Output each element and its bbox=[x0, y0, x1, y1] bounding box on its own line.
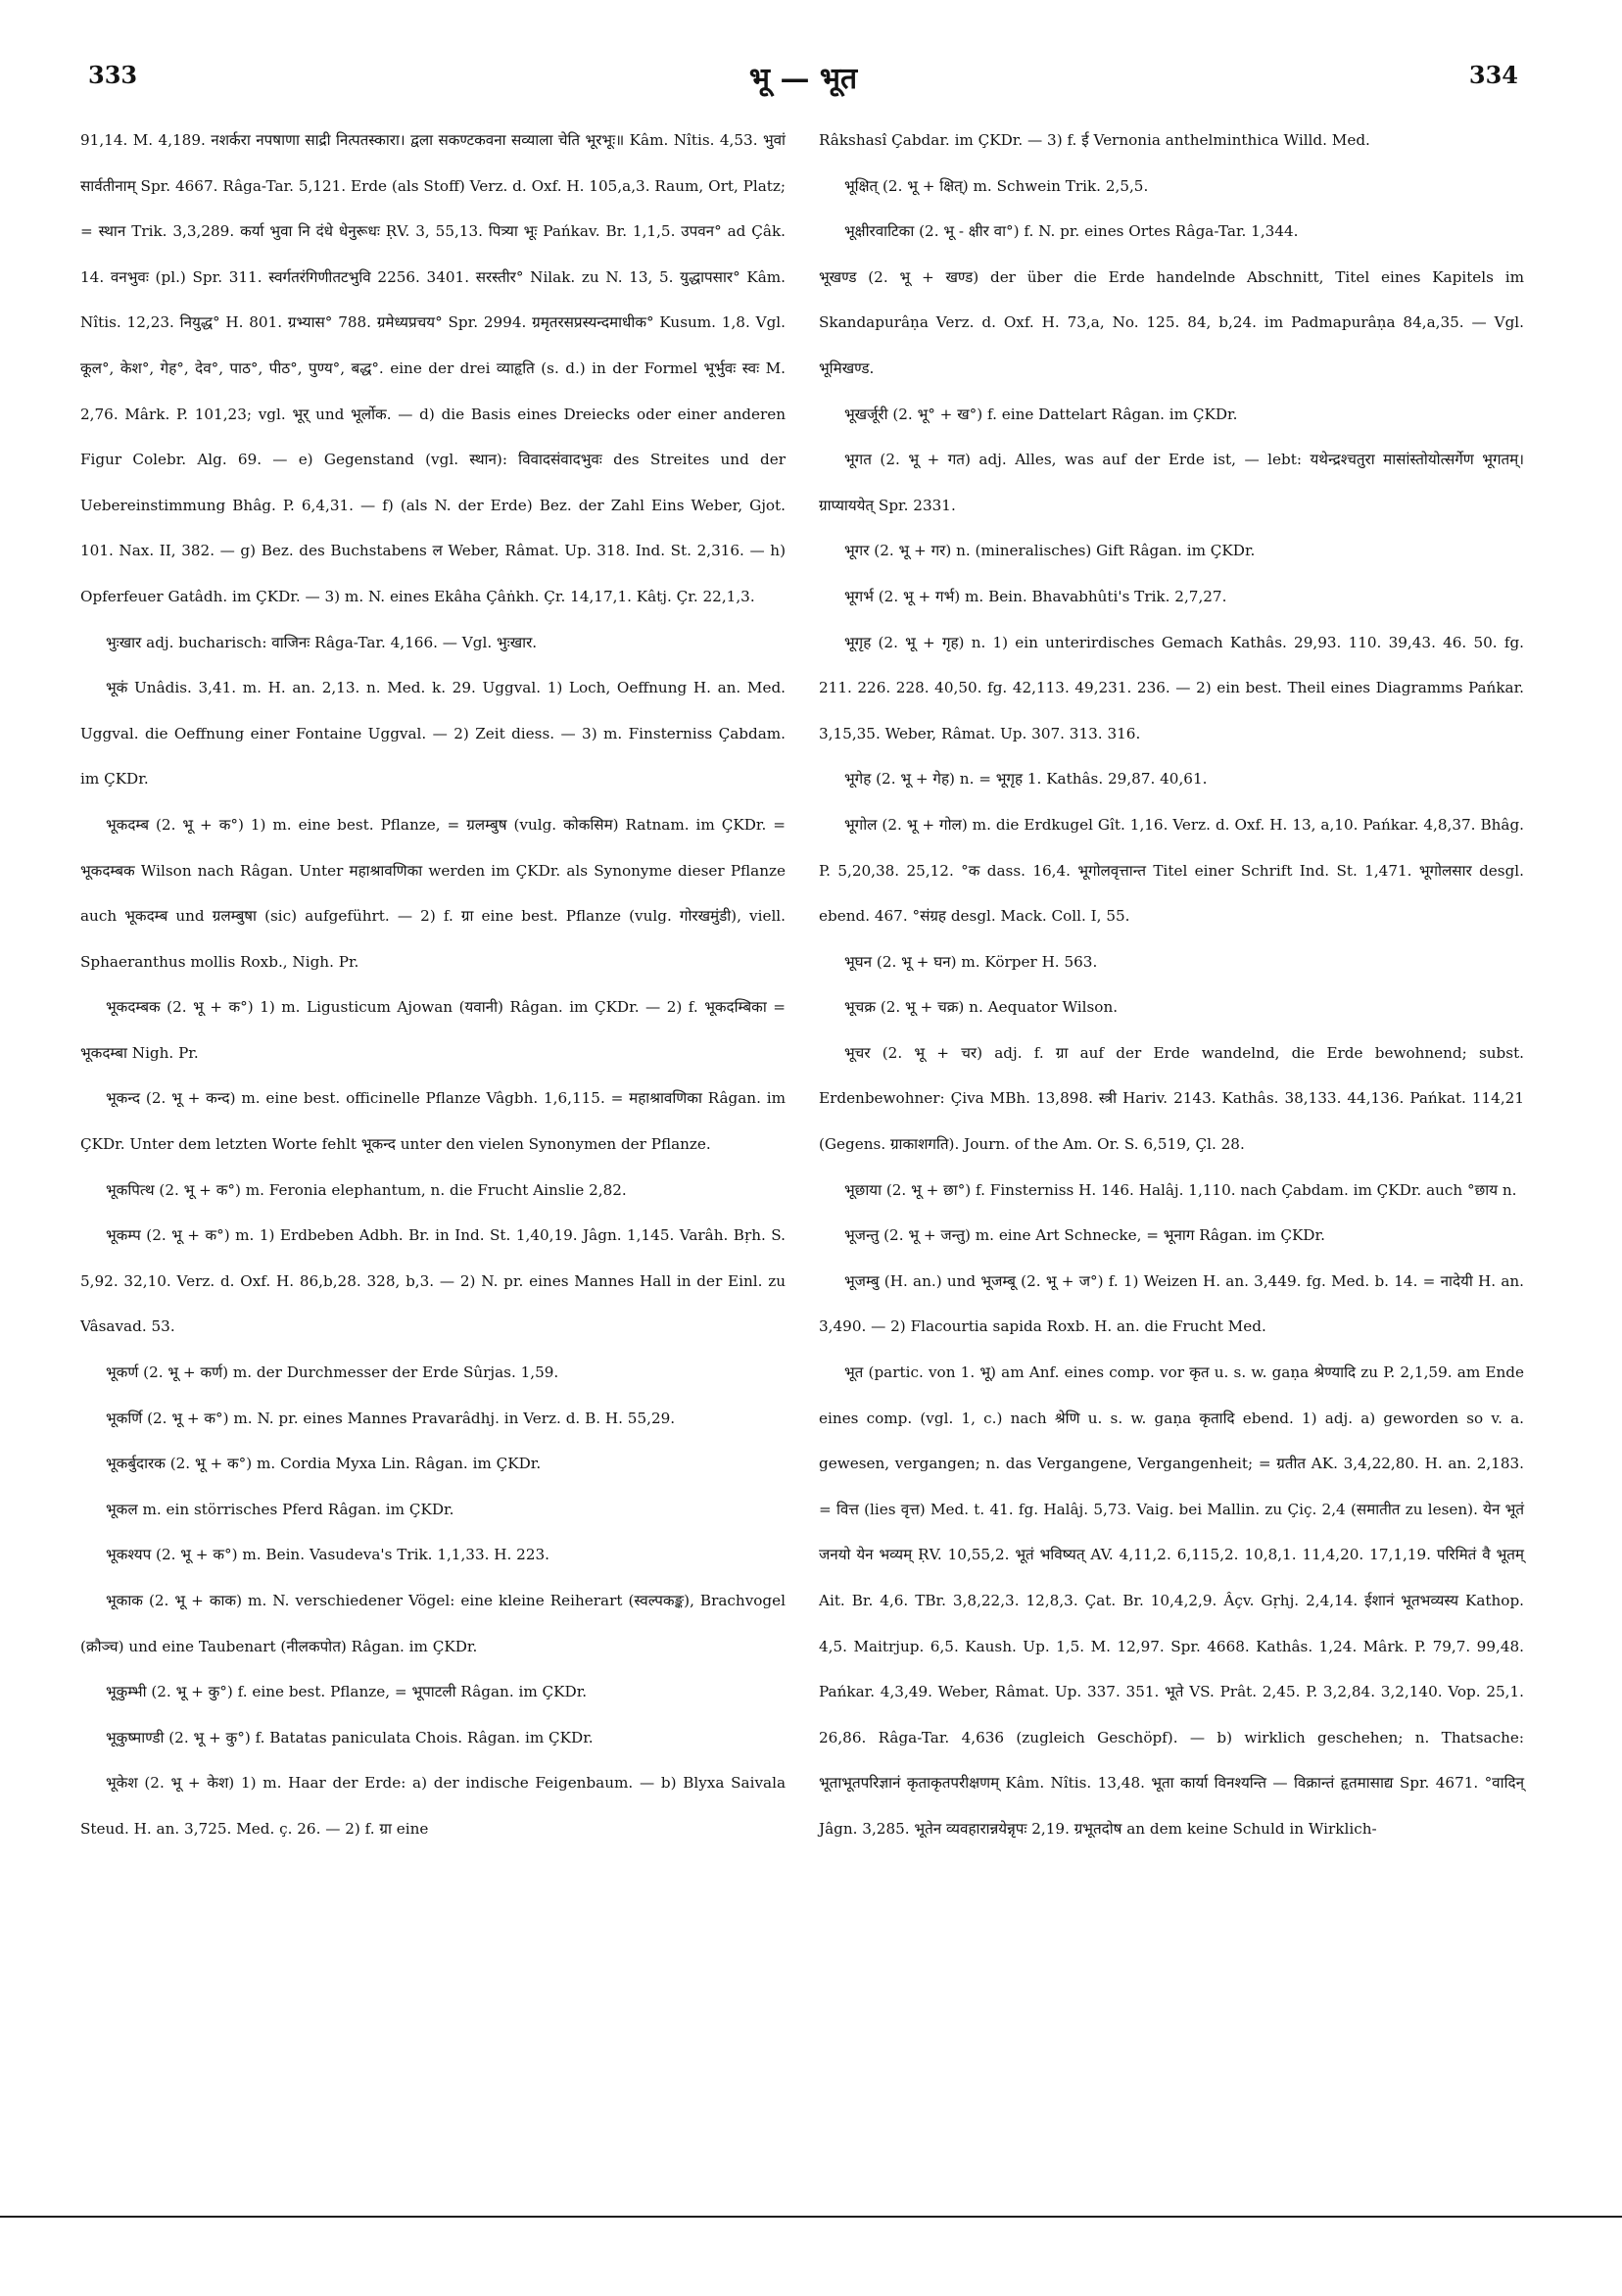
page-header bbox=[88, 61, 1518, 100]
left-column bbox=[80, 118, 786, 1852]
dictionary-entry: 91,14. M. 4,189. नशर्करा नपषाणा साद्री नित्पतस्कारा। द्वला सकण्टकवना सव्याला चेति भूरभूः॥ Kâm. Nîtis. 4,53. भुवां सार्वतीनाम् Spr. 4667. Râga-Tar. 5,121. Erde (als Stoff) Verz. d. Oxf. H. 105,a,3. Raum, Ort, Platz; = स्थान Trik. 3,3,289. कर्या भुवा नि दंधे धेनुरूधः ṚV. 3, 55,13. पित्र्या भूः Pańkav. Br. 1,1,5. उपवन° ad Çâk. 14. वनभुवः (pl.) Spr. 311. स्वर्गतरंगिणीतटभुवि 2256. 3401. सरस्तीर° Nilak. zu N. 13, 5. युद्धापसार° Kâm. Nîtis. 12,23. नियुद्ध° H. 801. ग्रभ्यास° 788. ग्रमेध्यप्रचय° Spr. 2994. ग्रमृतरसप्रस्यन्दमाधीक° Kusum. 1,8. Vgl. कूल°, केश°, गेह°, देव°, पाठ°, पीठ°, पुण्य°, बद्ध°. eine der drei व्याहृति (s. d.) in der Formel भूर्भुवः स्वः M. 2,76. Mârk. P. 101,23; vgl. भूर् und भूर्लोक. — d) die Basis eines Dreiecks oder einer anderen Figur Colebr. Alg. 69. — e) Gegenstand (vgl. स्थान): विवादसंवादभुवः des Streites und der Uebereinstimmung Bhâg. P. 6,4,31. — f) (als N. der Erde) Bez. der Zahl Eins Weber, Gjot. 101. Nax. II, 382. — g) Bez. des Buchstabens ल Weber, Râmat. Up. 318. Ind. St. 2,316. — h) Opferfeuer Gatâdh. im ÇKDr. — 3) m. N. eines Ekâha Çâṅkh. Çr. 14,17,1. Kâtj. Çr. 22,1,3. bbox=[80, 131, 786, 605]
dictionary-entry: भूखर्जूरी (2. भू° + ख°) f. eine Dattelart Râgan. im ÇKDr. bbox=[844, 405, 1238, 423]
dictionary-entry: भूगत (2. भू + गत) adj. Alles, was auf der Erde ist, — lebt: यथेन्द्रश्चतुरा मासांस्तोयोत्सर्गेण भूगतम्। ग्राप्याययेत् Spr. 2331. bbox=[819, 451, 1524, 514]
dictionary-entry: भूकन्द (2. भू + कन्द) m. eine best. officinelle Pflanze Vâgbh. 1,6,115. = महाश्रावणिका Râgan. im ÇKDr. Unter dem letzten Worte fehlt भूकन्द unter den vielen Synonymen der Pflanze. bbox=[80, 1089, 786, 1154]
dictionary-entry: भुःखार adj. bucharisch: वाजिनः Râga-Tar. 4,166. — Vgl. भुःखार. bbox=[106, 633, 538, 651]
dictionary-entry: भूत (partic. von 1. भू) am Anf. eines comp. vor कृत u. s. w. gaṇa श्रेण्यादि zu P. 2,1,59. am Ende eines comp. (vgl. 1, c.) nach श्रेणि u. s. w. gaṇa कृतादि ebend. 1) adj. a) geworden so v. a. gewesen, vergangen; n. das Vergangene, Vergangenheit; = ग्रतीत AK. 3,4,22,80. H. an. 2,183. = वित्त (lies वृत्त) Med. t. 41. fg. Halâj. 5,73. Vaig. bei Mallin. zu Çiç. 2,4 (समातीत zu lesen). येन भूतं जनयो येन भव्यम् ṚV. 10,55,2. भूतं भविष्यत् AV. 4,11,2. 6,115,2. 10,8,1. 11,4,20. 17,1,19. परिमितं वै भूतम् Ait. Br. 4,6. TBr. 3,8,22,3. 12,8,3. Çat. Br. 10,4,2,9. Âçv. Gṛhj. 2,4,14. ईशानं भूतभव्यस्य Kathop. 4,5. Maitrjup. 6,5. Kaush. Up. 1,5. M. 12,97. Spr. 4668. Kathâs. 1,24. Mârk. P. 79,7. 99,48. Pańkar. 4,3,49. Weber, Râmat. Up. 337. 351. भूते VS. Prât. 2,45. P. 3,2,84. 3,2,140. Vop. 25,1. 26,86. Râga-Tar. 4,636 (zugleich Geschöpf). — b) wirklich geschehen; n. Thatsache: भूताभूतपरिज्ञानं कृताकृतपरीक्षणम् Kâm. Nîtis. 13,48. भूता कार्या विनश्यन्ति — विक्रान्तं हृतमासाद्य Spr. 4671. °वादिन् Jâgn. 3,285. भूतेन व्यवहारान्नयेन्नृपः 2,19. ग्रभूतदोष an dem keine Schuld in Wirklich- bbox=[819, 1363, 1524, 1838]
footer-rule bbox=[0, 2216, 1622, 2218]
dictionary-entry: भूगेह (2. भू + गेह) n. = भूगृह 1. Kathâs. 29,87. 40,61. bbox=[844, 770, 1208, 789]
dictionary-entry: भूकुम्भी (2. भू + कु°) f. eine best. Pflanze, = भूपाटली Râgan. im ÇKDr. bbox=[106, 1683, 588, 1701]
dictionary-entry: भूकम्प (2. भू + क°) m. 1) Erdbeben Adbh. Br. in Ind. St. 1,40,19. Jâgn. 1,145. Varâh. Bṛh. S. 5,92. 32,10. Verz. d. Oxf. H. 86,b,28. 328, b,3. — 2) N. pr. eines Mannes Hall in der Einl. zu Vâsavad. 53. bbox=[80, 1226, 786, 1336]
dictionary-entry: भूकर्णि (2. भू + क°) m. N. pr. eines Mannes Pravarâdhj. in Verz. d. B. H. 55,29. bbox=[106, 1409, 676, 1427]
dictionary-entry: भूकुष्माण्डी (2. भू + कु°) f. Batatas paniculata Chois. Râgan. im ÇKDr. bbox=[106, 1728, 594, 1746]
dictionary-entry: भूकर्ण (2. भू + कर्ण) m. der Durchmesser der Erde Sûrjas. 1,59. bbox=[106, 1363, 559, 1382]
dictionary-entry: भूकश्यप (2. भू + क°) m. Bein. Vasudeva's Trik. 1,1,33. H. 223. bbox=[106, 1546, 549, 1564]
dictionary-entry: भूकाक (2. भू + काक) m. N. verschiedener Vögel: eine kleine Reiherart (स्वल्पकङ्क), Brachvogel (क्रौञ्च) und eine Taubenart (नीलकपोत) Râgan. im ÇKDr. bbox=[80, 1592, 786, 1655]
page-number-right: 334 bbox=[1468, 61, 1518, 89]
dictionary-entry: भूखण्ड (2. भू + खण्ड) der über die Erde handelnde Abschnitt, Titel eines Kapitels im Skandapurâṇa Verz. d. Oxf. H. 73,a, No. 125. 84, b,24. im Padmapurâṇa 84,a,35. — Vgl. भूमिखण्ड. bbox=[819, 267, 1524, 377]
right-column bbox=[819, 118, 1524, 1852]
dictionary-entry: भूगर्भ (2. भू + गर्भ) m. Bein. Bhavabhûti's Trik. 2,7,27. bbox=[844, 587, 1227, 605]
dictionary-entry: भूकल m. ein störrisches Pferd Râgan. im ÇKDr. bbox=[106, 1500, 454, 1518]
dictionary-entry: Râkshasî Çabdar. im ÇKDr. — 3) f. ई Vernonia anthelminthica Willd. Med. bbox=[819, 131, 1370, 149]
dictionary-entry: भूकपित्थ (2. भू + क°) m. Feronia elephantum, n. die Frucht Ainslie 2,82. bbox=[106, 1180, 627, 1199]
dictionary-entry: भूछाया (2. भू + छा°) f. Finsterniss H. 146. Halâj. 1,110. nach Çabdam. im ÇKDr. auch °छाय n. bbox=[844, 1180, 1517, 1199]
running-head: भू — भूत bbox=[748, 62, 858, 96]
dictionary-entry: भूगर (2. भू + गर) n. (mineralisches) Gift Râgan. im ÇKDr. bbox=[844, 542, 1256, 560]
dictionary-entry: भूक्षित् (2. भू + क्षित्) m. Schwein Trik. 2,5,5. bbox=[844, 176, 1149, 195]
dictionary-entry: भूघन (2. भू + घन) m. Körper H. 563. bbox=[844, 952, 1098, 971]
dictionary-entry: भूकदम्ब (2. भू + क°) 1) m. eine best. Pflanze, = ग्रलम्बुष (vulg. कोकसिम) Ratnam. im ÇKDr. = भूकदम्बक Wilson nach Râgan. Unter महाश्रावणिका werden im ÇKDr. als Synonyme dieser Pflanze auch भूकदम्ब und ग्रलम्बुषा (sic) aufgeführt. — 2) f. ग्रा eine best. Pflanze (vulg. गोरखमुंडी), viell. Sphaeranthus mollis Roxb., Nigh. Pr. bbox=[80, 815, 786, 971]
dictionary-entry: भूकदम्बक (2. भू + क°) 1) m. Ligusticum Ajowan (यवानी) Râgan. im ÇKDr. — 2) f. भूकदम्बिका = भूकदम्बा Nigh. Pr. bbox=[80, 998, 786, 1062]
dictionary-entry: भूगृह (2. भू + गृह) n. 1) ein unterirdisches Gemach Kathâs. 29,93. 110. 39,43. 46. 50. fg. 211. 226. 228. 40,50. fg. 42,113. 49,231. 236. — 2) ein best. Theil eines Diagramms Pańkar. 3,15,35. Weber, Râmat. Up. 307. 313. 316. bbox=[819, 633, 1524, 742]
dictionary-entry: भूजन्तु (2. भू + जन्तु) m. eine Art Schnecke, = भूनाग Râgan. im ÇKDr. bbox=[844, 1226, 1325, 1245]
dictionary-entry: भूचक्र (2. भू + चक्र) n. Aequator Wilson. bbox=[844, 998, 1119, 1017]
dictionary-entry: भूगोल (2. भू + गोल) m. die Erdkugel Gît. 1,16. Verz. d. Oxf. H. 13, a,10. Pańkar. 4,8,37. Bhâg. P. 5,20,38. 25,12. °क dass. 16,4. भूगोलवृत्तान्त Titel einer Schrift Ind. St. 1,471. भूगोलसार desgl. ebend. 467. °संग्रह desgl. Mack. Coll. I, 55. bbox=[819, 815, 1524, 926]
dictionary-entry: भूक्षीरवाटिका (2. भू - क्षीर वा°) f. N. pr. eines Ortes Râga-Tar. 1,344. bbox=[844, 222, 1299, 241]
dictionary-entry: भूजम्बु (H. an.) und भूजम्बू (2. भू + ज°) f. 1) Weizen H. an. 3,449. fg. Med. b. 14. = नादेयी H. an. 3,490. — 2) Flacourtia sapida Roxb. H. an. die Frucht Med. bbox=[819, 1271, 1524, 1336]
dictionary-entry: भूकं Unâdis. 3,41. m. H. an. 2,13. n. Med. k. 29. Uggval. 1) Loch, Oeffnung H. an. Med. Uggval. die Oeffnung einer Fontaine Uggval. — 2) Zeit diess. — 3) m. Finsterniss Çabdam. im ÇKDr. bbox=[80, 679, 786, 789]
page-number-left: 333 bbox=[88, 61, 138, 89]
dictionary-entry: भूकर्बुदारक (2. भू + क°) m. Cordia Myxa Lin. Râgan. im ÇKDr. bbox=[106, 1455, 542, 1473]
dictionary-entry: भूचर (2. भू + चर) adj. f. ग्रा auf der Erde wandelnd, die Erde bewohnend; subst. Erdenbewohner: Çiva MBh. 13,898. स्त्री Hariv. 2143. Kathâs. 38,133. 44,136. Pańkat. 114,21 (Gegens. ग्राकाशगति). Journ. of the Am. Or. S. 6,519, Çl. 28. bbox=[819, 1043, 1524, 1154]
dictionary-entry: भूकेश (2. भू + केश) 1) m. Haar der Erde: a) der indische Feigenbaum. — b) Blyxa Saivala Steud. H. an. 3,725. Med. ç. 26. — 2) f. ग्रा eine bbox=[80, 1774, 786, 1838]
